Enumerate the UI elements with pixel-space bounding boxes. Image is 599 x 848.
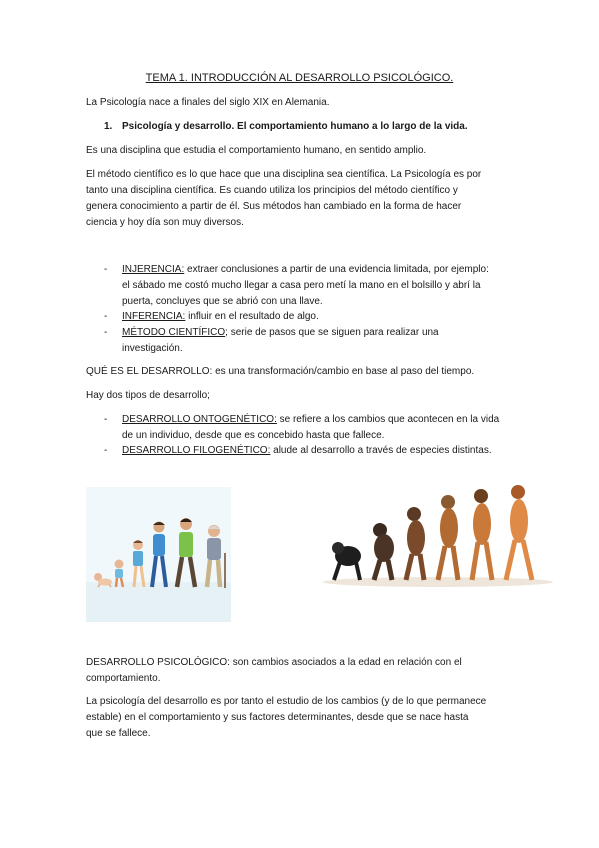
bullet-marker: -	[104, 264, 108, 275]
term-description: se refiere a los cambios que acontecen en la vida	[276, 414, 500, 425]
human-lifespan-illustration	[86, 487, 231, 622]
paragraph-line: El método científico es lo que hace que una disciplina sea científica. La Psicología es por	[86, 169, 482, 180]
list-item	[122, 325, 439, 341]
list-item-continuation: el sábado me costó mucho llegar a casa pero metí la mano en el bolsillo y abrí la	[122, 280, 481, 291]
intro-paragraph: La Psicología nace a finales del siglo XIX en Alemania.	[86, 97, 330, 108]
section-heading: Psicología y desarrollo. El comportamiento humano a lo largo de la vida.	[122, 121, 468, 132]
term-ontogenetico: DESARROLLO ONTOGENÉTICO:	[122, 414, 277, 425]
paragraph-line: La psicología del desarrollo es por tanto el estudio de los cambios (y de lo que permanece	[86, 696, 487, 707]
human-lifespan-image	[86, 487, 231, 622]
term-description: ; serie de pasos que se siguen para realizar una	[225, 327, 439, 338]
term-description: alude al desarrollo a través de especies distintas.	[270, 445, 492, 456]
bullet-marker: -	[104, 327, 108, 338]
section-number: 1.	[104, 121, 113, 132]
bullet-marker: -	[104, 311, 108, 322]
term-filogenetico: DESARROLLO FILOGENÉTICO:	[122, 445, 271, 456]
bullet-marker: -	[104, 445, 108, 456]
term-inferencia: INFERENCIA:	[122, 311, 186, 322]
bullet-marker: -	[104, 414, 108, 425]
paragraph-line: DESARROLLO PSICOLÓGICO: son cambios asociados a la edad en relación con el	[86, 657, 462, 668]
desarrollo-definition: QUÉ ES EL DESARROLLO: es una transformación/cambio en base al paso del tiempo.	[86, 366, 475, 377]
paragraph-line: comportamiento.	[86, 673, 161, 684]
term-description: extraer conclusiones a partir de una evidencia limitada, por ejemplo:	[184, 264, 489, 275]
list-item	[122, 412, 499, 428]
list-item	[122, 262, 489, 278]
list-item	[122, 309, 319, 325]
paragraph-line: genera conocimiento a partir de él. Sus métodos han cambiado en la forma de hacer	[86, 201, 462, 212]
list-item-continuation: de un individuo, desde que es concebido hasta que fallece.	[122, 430, 385, 441]
term-injerencia: INJERENCIA:	[122, 264, 185, 275]
term-description: influir en el resultado de algo.	[185, 311, 319, 322]
paragraph-line: estable) en el comportamiento y sus factores determinantes, desde que se nace hasta	[86, 712, 469, 723]
human-evolution-illustration	[318, 478, 555, 590]
list-item-continuation: puerta, concluyes que se abrió con una llave.	[122, 296, 323, 307]
human-evolution-image	[318, 478, 555, 590]
tipos-intro: Hay dos tipos de desarrollo;	[86, 390, 210, 401]
paragraph-definition: Es una disciplina que estudia el comportamiento humano, en sentido amplio.	[86, 145, 427, 156]
paragraph-line: tanto una disciplina científica. Es cuando utiliza los principios del método científico y	[86, 185, 458, 196]
list-item-continuation: investigación.	[122, 343, 183, 354]
paragraph-line: ciencia y hoy día son muy diversos.	[86, 217, 244, 228]
term-metodo-cientifico: MÉTODO CIENTÍFICO	[122, 327, 226, 338]
list-item	[122, 443, 492, 459]
page-title: TEMA 1. INTRODUCCIÓN AL DESARROLLO PSICOLÓGICO.	[145, 72, 454, 84]
paragraph-line: que se fallece.	[86, 728, 151, 739]
